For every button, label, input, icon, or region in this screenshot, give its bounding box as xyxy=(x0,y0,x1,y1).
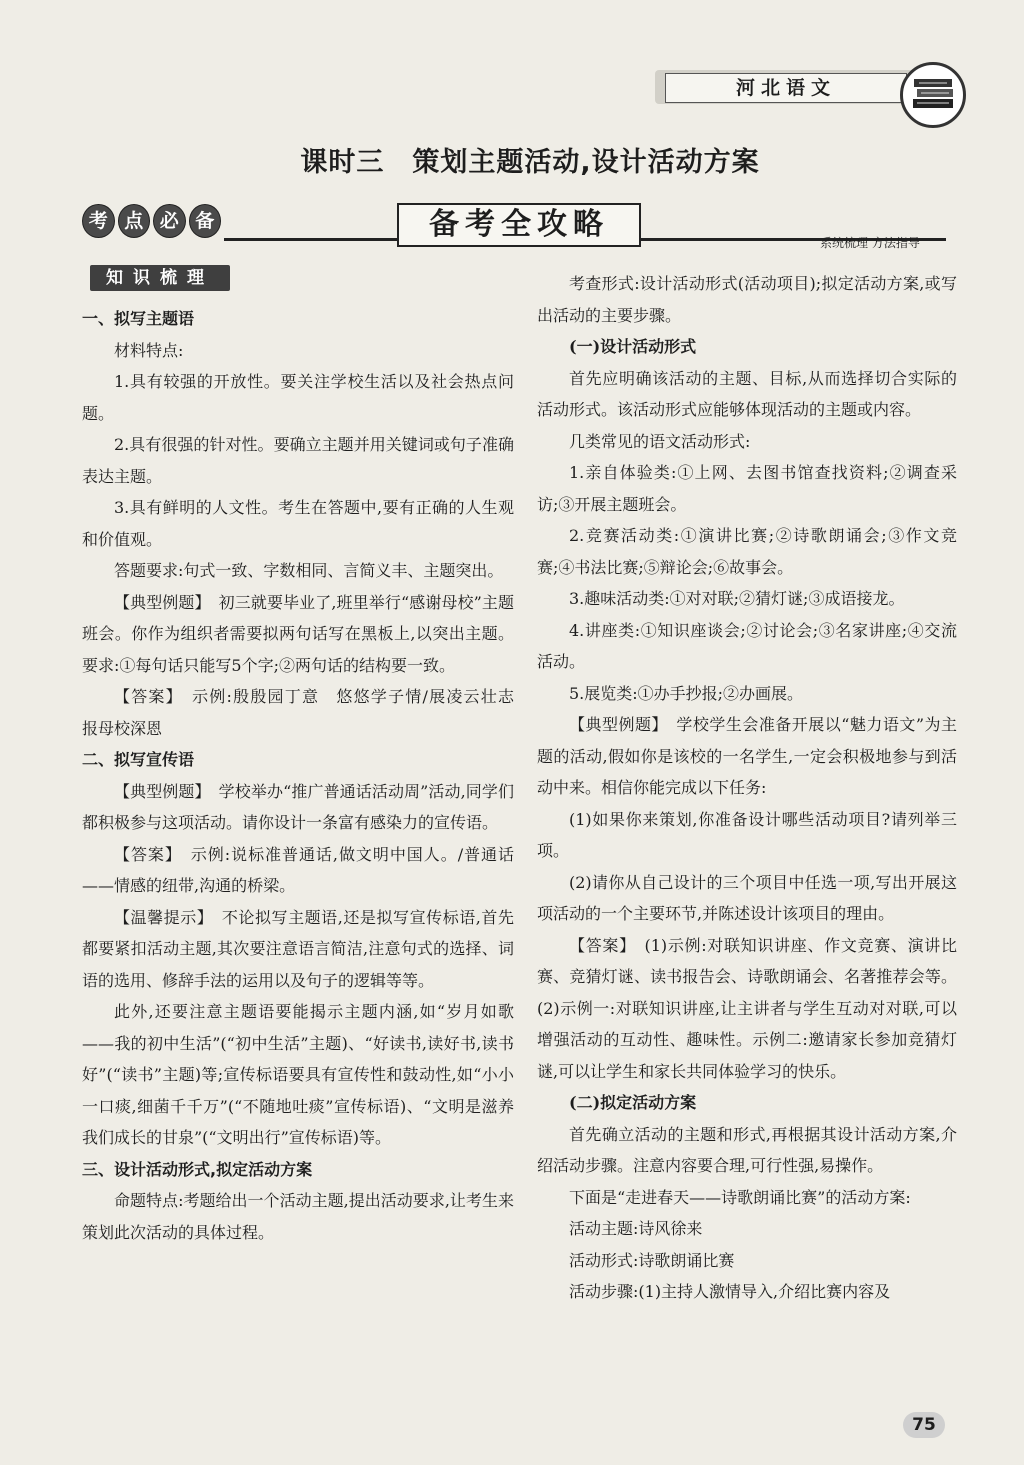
banner-title: 备考全攻略 xyxy=(397,203,641,247)
badge-char: 必 xyxy=(153,204,186,238)
answer: 【答案】 (1)示例:对联知识讲座、作文竞赛、演讲比赛、竞猜灯谜、读书报告会、诗歌朗诵会、名著推荐会等。(2)示例一:对联知识讲座,让主讲者与学生互动对对联,可以增强活动的互动性、趣味性。示例二:邀请家长参加竞猜灯谜,可以让学生和家长共同体验学习的快乐。 xyxy=(537,935,957,1081)
paragraph: 活动主题:诗风徐来 xyxy=(569,1219,703,1238)
list-item: 1.亲自体验类:①上网、去图书馆查找资料;②调查采访;③开展主题班会。 xyxy=(537,463,957,514)
paragraph: 几类常见的语文活动形式: xyxy=(569,431,751,451)
paragraph: (2)请你从自己设计的三个项目中任选一项,写出开展这项活动的一个主要环节,并陈述设计该项目的理由。 xyxy=(537,872,957,923)
paragraph: 下面是“走进春天——诗歌朗诵比赛”的活动方案: xyxy=(569,1187,911,1207)
list-item: 4.讲座类:①知识座谈会;②讨论会;③名家讲座;④交流活动。 xyxy=(537,620,957,671)
paragraph: 活动形式:诗歌朗诵比赛 xyxy=(569,1250,735,1270)
subheading: (一)设计活动形式 xyxy=(569,337,697,356)
paragraph: 此外,还要注意主题语要能揭示主题内涵,如“岁月如歌——我的初中生活”(“初中生活”主题)、“好读书,读好书,读书好”(“读书”主题)等;宣传标语要具有宣传性和鼓动性,如“小小一口痰,细菌千千万”(“不随地吐痰”宣传标语)、“文明是滋养我们成长的甘泉”(“文明出行”宣传标语)等。 xyxy=(82,1002,514,1147)
list-item: 2.竞赛活动类:①演讲比赛;②诗歌朗诵会;③作文竞赛;④书法比赛;⑤辩论会;⑥故事会。 xyxy=(537,526,957,577)
page-number: 75 xyxy=(903,1412,945,1438)
paragraph: 材料特点: xyxy=(114,340,184,360)
paragraph: 命题特点:考题给出一个活动主题,提出活动要求,让考生来策划此次活动的具体过程。 xyxy=(82,1191,514,1242)
heading: 二、拟写宣传语 xyxy=(82,750,195,769)
list-item: 3.趣味活动类:①对对联;②猜灯谜;③成语接龙。 xyxy=(569,589,905,608)
header-badge-text: 河北语文 xyxy=(665,73,907,103)
books-icon xyxy=(911,75,957,113)
example-question: 【典型例题】 初三就要毕业了,班里举行“感谢母校”主题班会。你作为组织者需要拟两句话写在黑板上,以突出主题。要求:①每句话只能写5个字;②两句话的结构要一致。 xyxy=(82,592,514,675)
paragraph: 考查形式:设计活动形式(活动项目);拟定活动方案,或写出活动的主要步骤。 xyxy=(537,274,957,325)
example-question: 【典型例题】 学校举办“推广普通话活动周”活动,同学们都积极参与这项活动。请你设计一条富有感染力的宣传语。 xyxy=(82,781,514,832)
paragraph: 首先确立活动的主题和形式,再根据其设计活动方案,介绍活动步骤。注意内容要合理,可行性强,易操作。 xyxy=(537,1124,957,1175)
paragraph: 答题要求:句式一致、字数相同、言简义丰、主题突出。 xyxy=(114,561,504,580)
book-icon-circle xyxy=(900,62,966,128)
paragraph: 1.具有较强的开放性。要关注学校生活以及社会热点问题。 xyxy=(82,372,514,423)
lesson-title: 课时三 策划主题活动,设计活动方案 xyxy=(300,147,760,178)
list-item: 5.展览类:①办手抄报;②办画展。 xyxy=(569,683,804,703)
badge-char: 备 xyxy=(189,204,222,238)
exam-points-badge xyxy=(82,204,224,238)
left-column xyxy=(82,303,531,1248)
paragraph: 2.具有很强的针对性。要确立主题并用关键词或句子准确表达主题。 xyxy=(82,435,514,486)
subheading: (二)拟定活动方案 xyxy=(569,1093,697,1112)
tip: 【温馨提示】 不论拟写主题语,还是拟写宣传标语,首先都要紧扣活动主题,其次要注意语言简洁,注意句式的选择、词语的选用、修辞手法的运用以及句子的逻辑等等。 xyxy=(82,907,514,990)
banner-subtitle: 系统梳理 方法指导 xyxy=(820,236,920,250)
paragraph: 首先应明确该活动的主题、目标,从而选择切合实际的活动形式。该活动形式应能够体现活动的主题或内容。 xyxy=(537,368,957,419)
example-question: 【典型例题】 学校学生会准备开展以“魅力语文”为主题的活动,假如你是该校的一名学生,一定会积极地参与到活动中来。相信你能完成以下任务: xyxy=(537,715,957,797)
badge-char: 考 xyxy=(82,204,115,238)
paragraph: 活动步骤:(1)主持人激情导入,介绍比赛内容及 xyxy=(569,1282,891,1301)
answer: 【答案】 示例:殷殷园丁意 悠悠学子情/展凌云壮志 报母校深恩 xyxy=(82,687,531,738)
paragraph: (1)如果你来策划,你准备设计哪些活动项目?请列举三项。 xyxy=(537,809,957,860)
badge-char: 点 xyxy=(118,204,151,238)
right-column xyxy=(537,268,957,1308)
heading: 三、设计活动形式,拟定活动方案 xyxy=(82,1159,313,1179)
section-label: 知识梳理 xyxy=(90,265,230,291)
answer: 【答案】 示例:说标准普通话,做文明中国人。/普通话——情感的纽带,沟通的桥梁。 xyxy=(82,844,514,895)
paragraph: 3.具有鲜明的人文性。考生在答题中,要有正确的人生观和价值观。 xyxy=(82,498,514,549)
heading: 一、拟写主题语 xyxy=(82,309,195,328)
header-badge xyxy=(655,62,970,122)
